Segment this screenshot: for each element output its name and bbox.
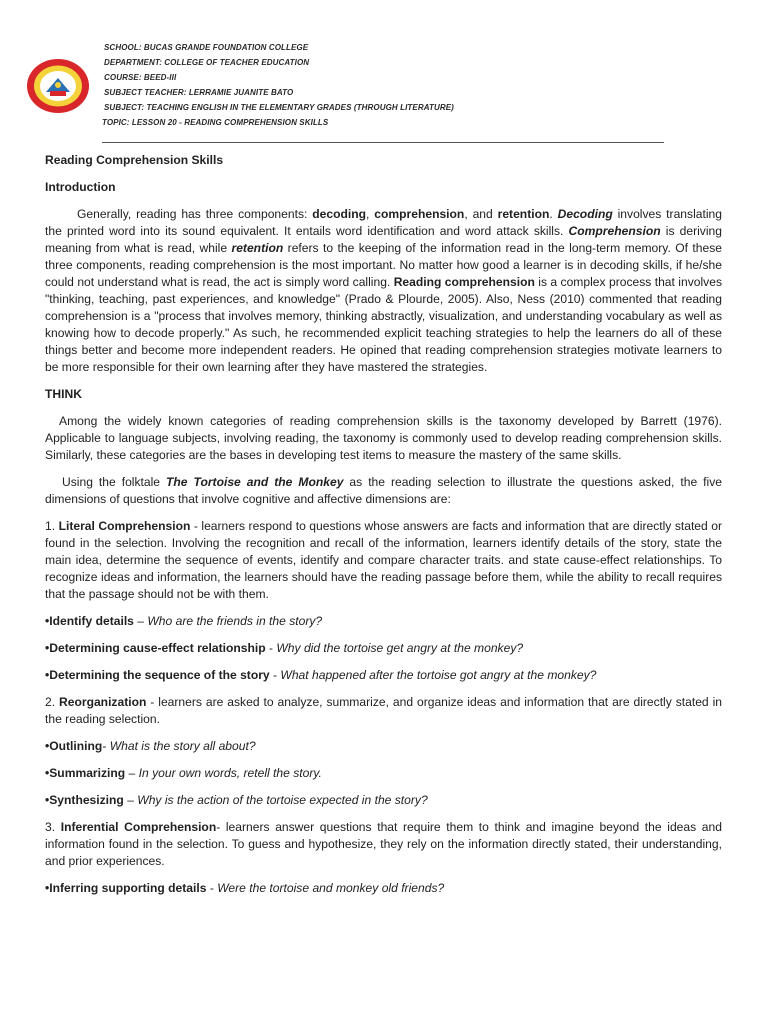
literal-comprehension-paragraph: 1. Literal Comprehension - learners respond to questions whose answers are facts and information that are directly stated or found in the selection. Involving the recognition and recall of the information, learners identify details of the story, state the main idea, determine the sequence of events, identify and compare character traits. and state cause-effect relationships. To recognize ideas and information, the learners should have the reading passage before them, while the ability to recall requires that the passage should not be with them. [45,519,722,601]
section-heading-think: THINK [45,387,82,401]
college-seal-logo [26,58,90,114]
header-divider [102,142,664,143]
inferential-comprehension-paragraph: 3. Inferential Comprehension- learners answer questions that require them to think and imagine beyond the ideas and information found in the selection. To guess and hypothesize, they rely on the information directly stated, their understanding, and prior experiences. [45,820,722,868]
document-title: Reading Comprehension Skills [45,153,224,167]
list-item: •Determining cause-effect relationship - Why did the tortoise get angry at the monkey? [45,641,524,655]
list-item: •Summarizing – In your own words, retell the story. [45,766,322,780]
header-department: DEPARTMENT: COLLEGE OF TEACHER EDUCATION [104,58,310,67]
header-topic: TOPIC: LESSON 20 - READING COMPREHENSION SKILLS [102,118,329,127]
list-item: •Synthesizing – Why is the action of the tortoise expected in the story? [45,793,428,807]
header-school: SCHOOL: BUCAS GRANDE FOUNDATION COLLEGE [104,43,309,52]
list-item: •Outlining- What is the story all about? [45,739,256,753]
document-header [104,40,664,130]
think-paragraph-2: Using the folktale The Tortoise and the Monkey as the reading selection to illustrate the questions asked, the five dimensions of questions that involve cognitive and affective dimensions are: [45,475,722,506]
section-heading-introduction: Introduction [45,180,116,194]
document-body [45,152,722,907]
list-item: •Determining the sequence of the story - What happened after the tortoise got angry at the monkey? [45,668,597,682]
header-subject: SUBJECT: TEACHING ENGLISH IN THE ELEMENTARY GRADES (THROUGH LITERATURE) [104,103,454,112]
list-item: •Identify details – Who are the friends in the story? [45,614,323,628]
intro-paragraph: Generally, reading has three components: decoding, comprehension, and retention. Decoding involves translating the printed word into its sound equivalent. It entails word identification and word attack skills. Comprehension is deriving meaning from what is read, while retention refers to the keeping of the information read in the long-term memory. Of these three components, reading comprehension is the most important. No matter how good a learner is in decoding skills, if he/she could not understand what is read, the act is simply word calling. Reading comprehension is a complex process that involves "thinking, teaching, past experiences, and knowledge" (Prado & Plourde, 2005). Also, Ness (2010) commented that reading comprehension is a "process that involves memory, thinking abstractly, visualization, and understanding vocabulary as well as knowing how to decode properly." As such, he recommended explicit teaching strategies to help the learners do all of these things better and become more independent readers. He opined that reading comprehension strategies motivate learners to be more responsible for their own learning after they have mastered the strategies. [45,207,722,374]
reorganization-paragraph: 2. Reorganization - learners are asked to analyze, summarize, and organize ideas and information that are directly stated in the reading selection. [45,695,722,726]
think-paragraph-1: Among the widely known categories of reading comprehension skills is the taxonomy developed by Barrett (1976). Applicable to language subjects, involving reading, the taxonomy is commonly used to develop reading comprehension skills. Similarly, these categories are the bases in developing test items to measure the mastery of the same skills. [45,414,722,462]
header-course: COURSE: BEED-III [104,73,177,82]
header-teacher: SUBJECT TEACHER: LERRAMIE JUANITE BATO [104,88,294,97]
list-item: •Inferring supporting details - Were the tortoise and monkey old friends? [45,881,445,895]
